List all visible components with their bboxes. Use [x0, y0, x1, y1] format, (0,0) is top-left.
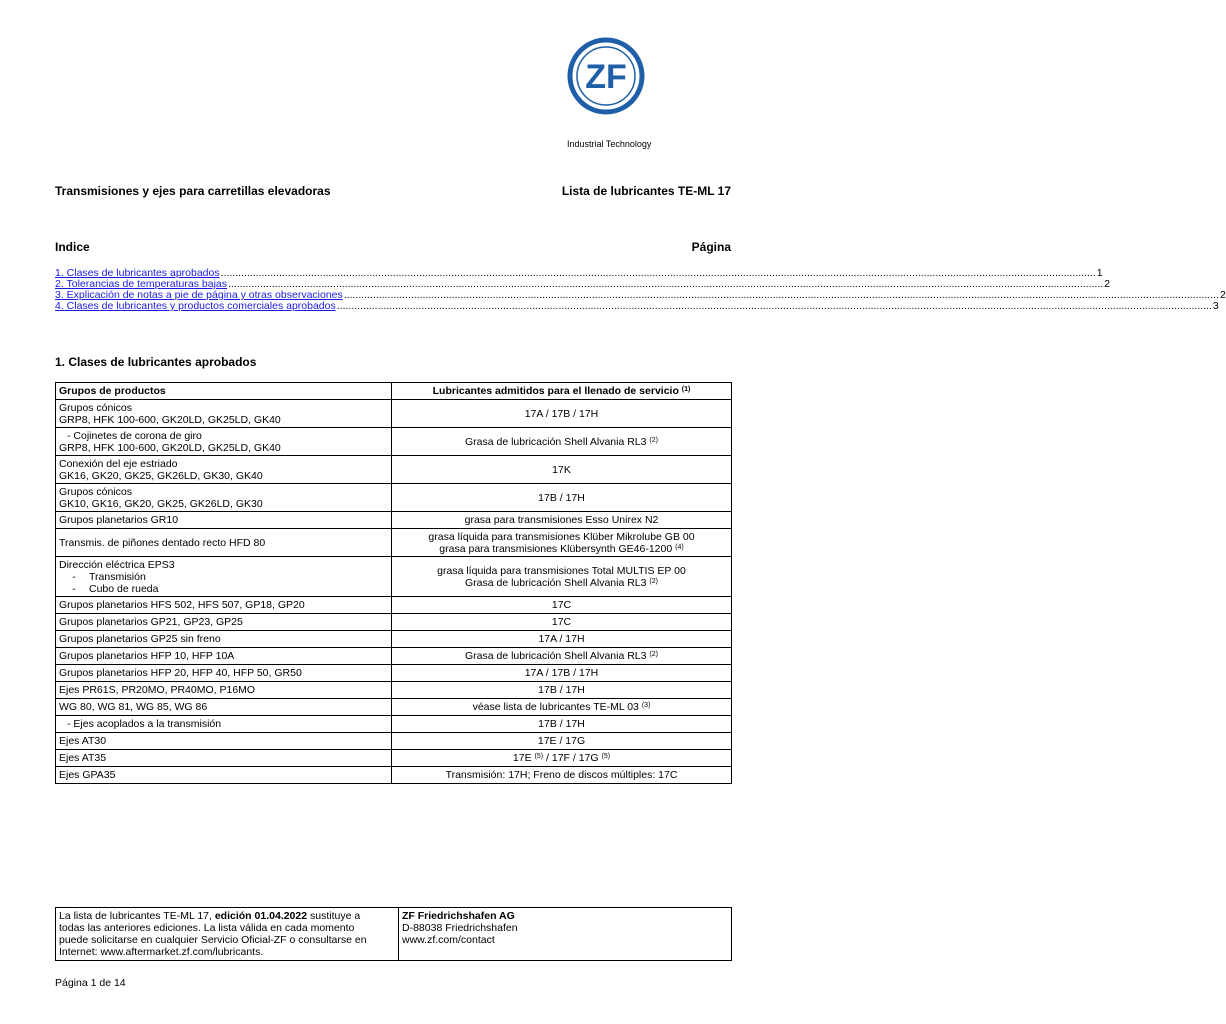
product-line: GRP8, HFK 100-600, GK20LD, GK25LD, GK40 [59, 413, 281, 426]
product-group-cell [56, 456, 392, 484]
list-dash: - [72, 570, 76, 583]
toc-link[interactable]: 1. Clases de lubricantes aprobados [55, 267, 220, 279]
product-group-cell [56, 512, 392, 529]
lubricant-line [395, 701, 728, 713]
footnote-ref: (1) [681, 386, 691, 393]
lubricant-line [395, 531, 728, 543]
product-group-cell [56, 699, 392, 716]
toc-page-number: 2 [1219, 289, 1226, 301]
product-line-indented [59, 583, 388, 595]
product-line: Dirección eléctrica EPS3 [59, 558, 175, 571]
lubricant-cell [392, 614, 732, 631]
toc-leader-dots: ............................................................................................................................................................................................................................................................................................................ [336, 300, 1212, 312]
lubricant-text: grasa para transmisiones Esso Unirex N2 [464, 514, 659, 526]
toc-page-number: 3 [1212, 300, 1219, 312]
table-row [56, 682, 732, 699]
product-group-cell [56, 733, 392, 750]
edition-text-line4: Internet: www.aftermarket.zf.com/lubricants. [59, 946, 264, 958]
lubricant-line [395, 514, 728, 526]
lubricant-text: véase lista de lubricantes TE-ML 03 [472, 701, 639, 713]
product-line: Transmis. de piñones dentado recto HFD 80 [59, 536, 266, 549]
lubricant-text: 17A / 17H [538, 633, 585, 645]
footnote-number: 5 [536, 753, 541, 760]
footnote-ref: (2) [649, 651, 659, 658]
column-header-products: Grupos de productos [56, 383, 392, 400]
lubricant-line [395, 667, 728, 679]
footnote-number: 2 [651, 577, 656, 585]
table-row [56, 648, 732, 665]
footnote-number: 2 [651, 651, 656, 658]
lubricant-text: Transmisión: 17H; Freno de discos múltiples: 17C [445, 769, 678, 781]
lubricant-line [395, 650, 728, 662]
lubricant-cell [392, 631, 732, 648]
product-group-cell [56, 428, 392, 456]
lubricant-line [395, 752, 728, 764]
footnote-ref: (2) [649, 436, 659, 444]
product-line: Cubo de rueda [89, 582, 159, 595]
lubricant-text: Grasa de lubricación Shell Alvania RL3 [464, 650, 647, 662]
table-row [56, 699, 732, 716]
lubricant-line [395, 684, 728, 696]
zf-logo-text: ZF [585, 58, 627, 96]
lubricant-cell [392, 428, 732, 456]
lubricant-cell [392, 400, 732, 428]
table-row [56, 767, 732, 784]
lubricant-text: 17B / 17H [538, 718, 585, 730]
lubricant-line [395, 769, 728, 781]
product-line: Grupos planetarios HFS 502, HFS 507, GP18, GP20 [59, 599, 305, 611]
table-row [56, 512, 732, 529]
lubricant-cell [392, 750, 732, 767]
product-group-cell [56, 665, 392, 682]
column-header-lubricants [392, 383, 732, 400]
table-row [56, 631, 732, 648]
toc-leader-dots: ............................................................................................................................................................................................................................................................................................................ [343, 289, 1219, 301]
footnote-ref: (2) [649, 577, 659, 585]
product-line-indented [59, 571, 388, 583]
lubricant-text: 17K [552, 463, 571, 476]
product-line: Ejes AT35 [59, 752, 107, 764]
product-line: GRP8, HFK 100-600, GK20LD, GK25LD, GK40 [59, 441, 281, 454]
company-name: ZF Friedrichshafen AG [402, 910, 515, 922]
product-line: Grupos planetarios GR10 [59, 514, 179, 526]
division-label: Industrial Technology [567, 139, 652, 149]
product-group-cell [56, 631, 392, 648]
lubricant-line [395, 718, 728, 730]
table-of-contents [55, 267, 1226, 312]
footnote-ref: (5) [601, 753, 611, 760]
lubricants-table [55, 382, 732, 784]
product-group-cell [56, 484, 392, 512]
lubricant-cell [392, 716, 732, 733]
lubricant-text: 17C [551, 616, 572, 628]
table-row [56, 428, 732, 456]
section-1-title: 1. Clases de lubricantes aprobados [55, 355, 257, 369]
lubricant-line [395, 577, 728, 589]
product-group-cell [56, 597, 392, 614]
footnote-number: 4 [677, 543, 682, 551]
product-line: Grupos planetarios GP25 sin freno [59, 633, 221, 645]
toc-link[interactable]: 4. Clases de lubricantes y productos comerciales aprobados [55, 300, 336, 312]
table-row [56, 665, 732, 682]
table-row [56, 716, 732, 733]
product-group-cell [56, 529, 392, 557]
lubricant-text: grasa para transmisiones Klübersynth GE46-1200 [439, 542, 673, 555]
lubricant-cell [392, 484, 732, 512]
document-title: Lista de lubricantes TE-ML 17 [561, 184, 731, 198]
list-dash: - [72, 582, 76, 595]
product-group-cell [56, 614, 392, 631]
lubricant-cell [392, 665, 732, 682]
lubricant-line [395, 436, 728, 448]
edition-text-a: La lista de lubricantes TE-ML 17, [59, 910, 215, 922]
product-line: Grupos planetarios GP21, GP23, GP25 [59, 616, 243, 628]
product-line: - Cojinetes de corona de giro [67, 429, 202, 442]
lubricant-cell [392, 767, 732, 784]
page-number: Página 1 de 14 [55, 977, 126, 989]
company-contact [399, 908, 732, 961]
toc-page-number: 1 [1096, 267, 1103, 279]
table-row [56, 733, 732, 750]
lubricant-cell [392, 597, 732, 614]
toc-leader-dots: ............................................................................................................................................................................................................................................................................................................ [228, 278, 1104, 290]
product-group-cell [56, 648, 392, 665]
lubricant-text: 17E / 17G [537, 735, 586, 747]
product-group-cell [56, 682, 392, 699]
lubricant-cell [392, 733, 732, 750]
column-header-lubricants-label: Lubricantes admitidos para el llenado de servicio [432, 385, 679, 397]
product-line: Ejes AT30 [59, 735, 107, 747]
table-row [56, 456, 732, 484]
lubricant-cell [392, 682, 732, 699]
lubricant-text: 17C [551, 599, 572, 611]
product-line: Grupos cónicos [59, 485, 132, 498]
toc-leader-dots: ............................................................................................................................................................................................................................................................................................................ [220, 267, 1096, 279]
footnote-number: 5 [603, 753, 608, 760]
edition-text-c: sustituye a [307, 910, 361, 922]
document-subject: Transmisiones y ejes para carretillas elevadoras [55, 184, 331, 198]
product-line: Ejes GPA35 [59, 769, 116, 781]
table-row [56, 750, 732, 767]
lubricant-text: grasa líquida para transmisiones Total MULTIS EP 00 [437, 564, 686, 577]
edition-text-line3: puede solicitarse en cualquier Servicio Oficial-ZF o consultarse en [59, 934, 367, 946]
table-row [56, 597, 732, 614]
edition-date: edición 01.04.2022 [214, 910, 308, 922]
toc-page-number: 2 [1104, 278, 1111, 290]
edition-notice [56, 908, 399, 961]
lubricant-cell [392, 456, 732, 484]
toc-link[interactable]: 3. Explicación de notas a pie de página y otras observaciones [55, 289, 343, 301]
lubricant-text: Grasa de lubricación Shell Alvania RL3 [464, 435, 647, 448]
lubricant-line [395, 408, 728, 420]
lubricant-text: 17B / 17H [538, 684, 585, 696]
edition-text-line2: todas las anteriores ediciones. La lista válida en cada momento [59, 922, 355, 934]
lubricant-text: / 17F / 17G [543, 752, 599, 764]
company-website[interactable]: www.zf.com/contact [402, 934, 495, 946]
footnote-number: 3 [644, 702, 649, 709]
product-group-cell [56, 716, 392, 733]
lubricant-text: grasa líquida para transmisiones Klüber Mikrolube GB 00 [428, 530, 695, 543]
product-line: Grupos cónicos [59, 401, 132, 414]
product-line: GK10, GK16, GK20, GK25, GK26LD, GK30 [59, 497, 263, 510]
lubricant-text: 17A / 17B / 17H [524, 407, 599, 420]
footnote-number: 2 [651, 436, 656, 444]
product-line: Conexión del eje estriado [59, 457, 178, 470]
lubricant-cell [392, 648, 732, 665]
footnote-ref: (4) [675, 543, 684, 551]
lubricant-text: Grasa de lubricación Shell Alvania RL3 [464, 576, 647, 589]
product-line: Grupos planetarios HFP 10, HFP 10A [59, 650, 235, 662]
table-row [56, 484, 732, 512]
footnote-ref: (3) [641, 702, 651, 709]
zf-logo-icon [566, 36, 646, 116]
table-row [56, 400, 732, 428]
edition-info-box [55, 907, 732, 961]
lubricant-line [395, 616, 728, 628]
lubricant-text: 17B / 17H [538, 491, 585, 504]
product-group-cell [56, 767, 392, 784]
lubricant-cell [392, 699, 732, 716]
toc-title: Indice [55, 240, 90, 254]
lubricant-text: 17E [512, 752, 532, 764]
product-line: Ejes PR61S, PR20MO, PR40MO, P16MO [59, 684, 256, 696]
lubricant-line [395, 565, 728, 577]
product-line: Transmisión [89, 570, 146, 583]
product-group-cell [56, 557, 392, 597]
toc-link[interactable]: 2. Tolerancias de temperaturas bajas [55, 278, 227, 290]
lubricant-line [395, 464, 728, 476]
lubricant-cell [392, 512, 732, 529]
product-line: WG 80, WG 81, WG 85, WG 86 [59, 701, 208, 713]
footnote-ref: (5) [534, 753, 544, 760]
table-row [56, 614, 732, 631]
zf-logo [566, 36, 646, 116]
lubricant-line [395, 735, 728, 747]
lubricant-line [395, 599, 728, 611]
toc-entry [55, 300, 1219, 312]
lubricant-line [395, 543, 728, 555]
table-row [56, 557, 732, 597]
table-row [56, 529, 732, 557]
product-line: - Ejes acoplados a la transmisión [67, 718, 222, 730]
lubricant-text: 17A / 17B / 17H [524, 667, 599, 679]
company-address: D-88038 Friedrichshafen [402, 922, 518, 934]
product-group-cell [56, 400, 392, 428]
product-line: Grupos planetarios HFP 20, HFP 40, HFP 50, GR50 [59, 667, 302, 679]
product-group-cell [56, 750, 392, 767]
lubricant-cell [392, 529, 732, 557]
product-line: GK16, GK20, GK25, GK26LD, GK30, GK40 [59, 469, 263, 482]
lubricant-cell [392, 557, 732, 597]
toc-page-header: Página [691, 240, 731, 254]
lubricant-line [395, 633, 728, 645]
lubricant-line [395, 492, 728, 504]
